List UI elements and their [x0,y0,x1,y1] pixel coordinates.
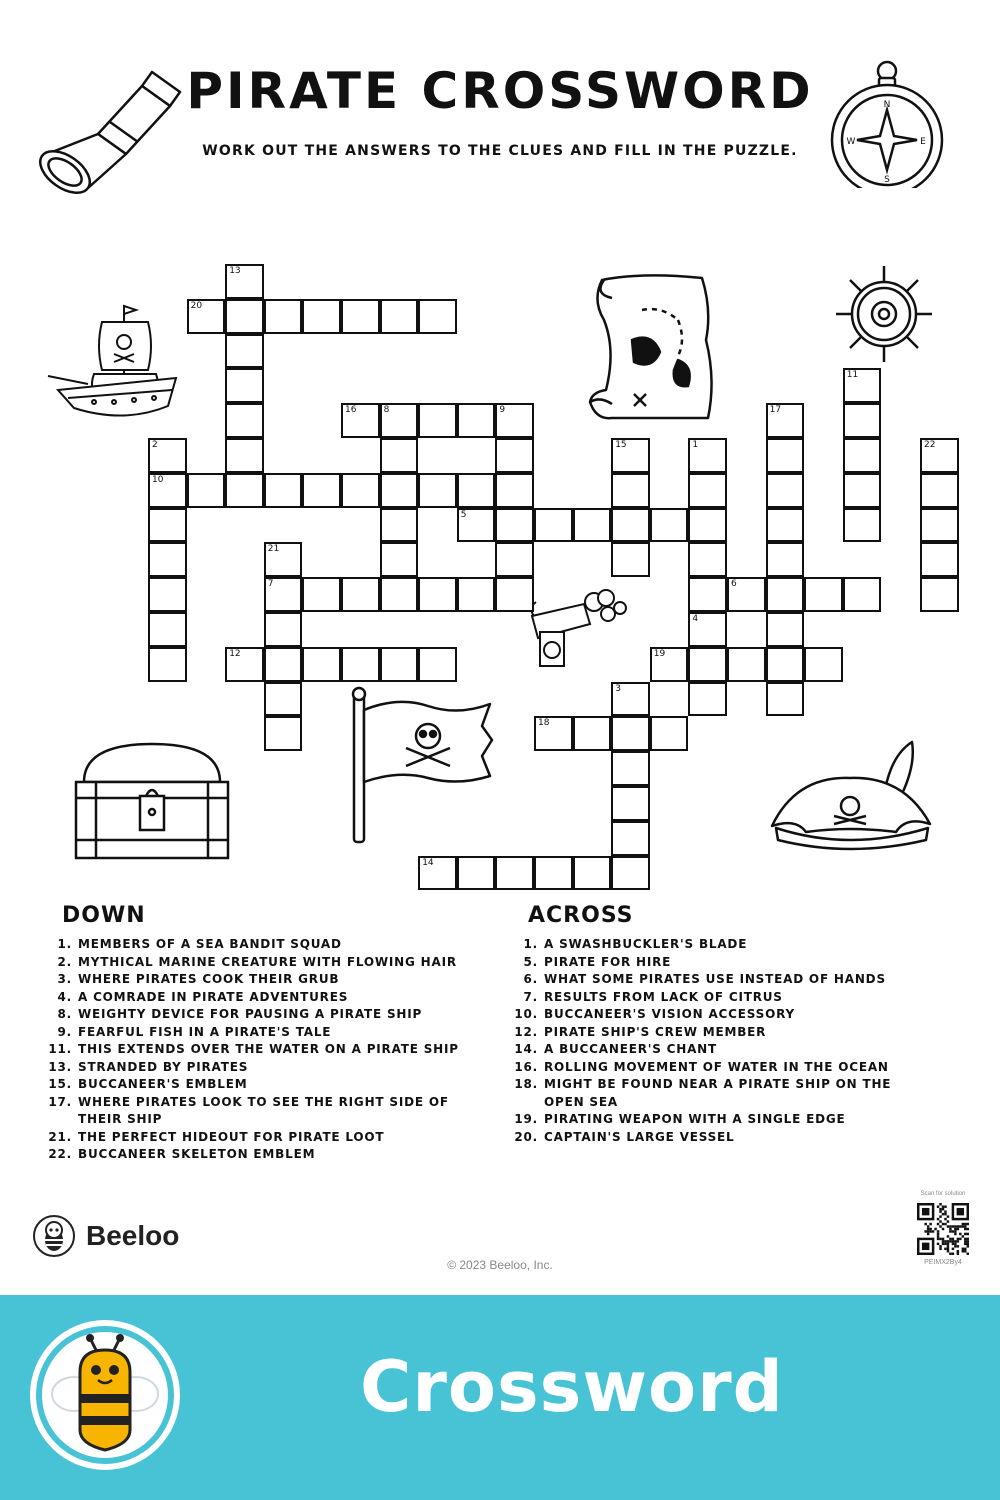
down-clue [44,954,464,972]
clue-text: PIRATE FOR HIRE [544,954,672,969]
grid-cell[interactable] [688,542,727,577]
clue-number: 10. [514,1007,538,1021]
grid-cell[interactable] [418,473,457,508]
pirate-flag-icon [348,686,498,846]
clue-text: ROLLING MOVEMENT OF WATER IN THE OCEAN [544,1059,889,1074]
clue-number: 21. [48,1129,72,1144]
clue-number: 7. [523,989,538,1004]
clue-number: 12. [514,1024,538,1039]
down-clue-list [44,936,464,1164]
clue-number: 9. [57,1024,72,1039]
grid-cell[interactable] [727,577,766,612]
grid-cell[interactable] [766,542,805,577]
grid-cell[interactable] [380,403,419,438]
across-clue [510,1111,930,1129]
pirate-ship-icon [44,298,184,433]
grid-cell[interactable] [264,577,303,612]
clue-text: WHAT SOME PIRATES USE INSTEAD OF HANDS [544,972,886,986]
grid-cell-number: 9 [499,405,506,416]
grid-cell[interactable] [418,299,457,334]
across-clue [510,1059,930,1077]
grid-cell-number: 17 [769,405,782,416]
grid-cell[interactable] [573,856,612,891]
grid-cell[interactable] [148,612,187,647]
grid-cell[interactable] [225,647,264,682]
down-clue [44,971,464,989]
grid-cell[interactable] [495,508,534,543]
brand-name: Beeloo [86,1220,180,1251]
grid-cell[interactable] [688,508,727,543]
clue-text: WHERE PIRATES COOK THEIR GRUB [78,972,340,986]
grid-cell[interactable] [766,438,805,473]
grid-cell-number: 4 [692,614,699,624]
clue-text: MYTHICAL MARINE CREATURE WITH FLOWING HAIR [78,954,457,969]
across-clue [510,971,930,989]
grid-cell[interactable] [495,438,534,473]
grid-cell-number: 21 [267,544,280,555]
grid-cell[interactable] [611,542,650,577]
grid-cell[interactable] [611,438,650,473]
grid-cell[interactable] [341,577,380,612]
clue-number: 15. [48,1077,72,1091]
grid-cell[interactable] [264,473,303,508]
grid-cell[interactable] [302,577,341,612]
svg-text:N: N [883,100,891,110]
clue-number: 1. [57,937,72,951]
grid-cell-number: 6 [731,579,737,590]
grid-cell[interactable] [264,612,303,647]
grid-cell[interactable] [225,403,264,438]
grid-cell-number: 7 [267,579,274,590]
across-clue [510,1024,930,1042]
grid-cell[interactable] [225,368,264,403]
clue-text: THE PERFECT HIDEOUT FOR PIRATE LOOT [78,1129,385,1144]
grid-cell[interactable] [611,682,650,717]
grid-cell[interactable] [920,438,959,473]
clue-text: RESULTS FROM LACK OF CITRUS [544,989,783,1004]
grid-cell[interactable] [187,473,226,508]
grid-cell[interactable] [302,299,341,334]
grid-cell[interactable] [380,647,419,682]
grid-cell[interactable] [843,438,882,473]
grid-cell[interactable] [225,438,264,473]
grid-cell[interactable] [341,299,380,334]
svg-text:W: W [846,137,856,147]
grid-cell[interactable] [225,473,264,508]
grid-cell-number: 1 [692,440,699,450]
grid-cell[interactable] [688,647,727,682]
grid-cell[interactable] [495,542,534,577]
grid-cell[interactable] [264,682,303,717]
grid-cell[interactable] [920,508,959,543]
grid-cell[interactable] [418,577,457,612]
clue-number: 8. [57,1007,72,1021]
clue-text: FEARFUL FISH IN A PIRATE'S TALE [78,1024,332,1039]
down-clue [44,1041,464,1059]
grid-cell[interactable] [302,647,341,682]
banner-title: Crossword [360,1346,784,1428]
ship-wheel-icon [834,264,934,364]
clue-text: MEMBERS OF A SEA BANDIT SQUAD [78,937,342,951]
grid-cell[interactable] [380,473,419,508]
grid-cell[interactable] [688,612,727,647]
grid-cell[interactable] [766,577,805,612]
grid-cell[interactable] [457,403,496,438]
clue-number: 20. [514,1129,538,1144]
grid-cell[interactable] [418,403,457,438]
clue-number: 14. [514,1042,538,1056]
clue-number: 2. [57,954,72,969]
grid-cell[interactable] [727,647,766,682]
clue-text: THIS EXTENDS OVER THE WATER ON A PIRATE SHIP [78,1042,459,1056]
grid-cell[interactable] [843,577,882,612]
clue-number: 3. [57,972,72,986]
clue-text: A SWASHBUCKLER'S BLADE [544,937,748,951]
grid-cell[interactable] [611,786,650,821]
grid-cell-number: 13 [229,266,241,276]
grid-cell-number: 22 [924,440,936,450]
compass-icon [828,58,946,188]
grid-cell[interactable] [225,299,264,334]
down-clue [44,1146,464,1164]
clue-text: A COMRADE IN PIRATE ADVENTURES [78,989,349,1004]
grid-cell[interactable] [920,542,959,577]
down-clue [44,1129,464,1147]
grid-cell[interactable] [611,508,650,543]
grid-cell[interactable] [457,577,496,612]
grid-cell[interactable] [264,647,303,682]
grid-cell-number: 11 [846,370,859,381]
clue-number: 5. [523,954,538,969]
across-clue-list [510,936,930,1146]
svg-text:E: E [920,137,926,147]
grid-cell[interactable] [148,473,187,508]
grid-cell-number: 14 [422,857,434,868]
grid-cell-number: 15 [615,440,627,450]
grid-cell[interactable] [920,577,959,612]
across-clue [510,954,930,972]
copyright: © 2023 Beeloo, Inc. [447,1258,553,1272]
grid-cell[interactable] [611,716,650,751]
clue-text: A BUCCANEER'S CHANT [544,1042,717,1056]
grid-cell-number: 8 [383,405,390,416]
clue-number: 1. [523,937,538,951]
qr-code-id: PEIMX2By4 [924,1259,962,1266]
clue-number: 13. [48,1059,72,1074]
grid-cell[interactable] [611,473,650,508]
grid-cell[interactable] [225,334,264,369]
grid-cell[interactable] [380,438,419,473]
grid-cell[interactable] [148,577,187,612]
pirate-hat-icon [766,736,936,856]
grid-cell[interactable] [495,577,534,612]
grid-cell[interactable] [843,368,882,403]
grid-cell-number: 12 [229,648,241,659]
grid-cell[interactable] [843,473,882,508]
clue-text: PIRATE SHIP'S CREW MEMBER [544,1024,767,1039]
grid-cell[interactable] [920,473,959,508]
grid-cell[interactable] [843,508,882,543]
page-title: PIRATE CROSSWORD [186,62,814,120]
grid-cell[interactable] [688,438,727,473]
grid-cell[interactable] [534,856,573,891]
grid-cell[interactable] [650,647,689,682]
clue-number: 16. [514,1059,538,1074]
clue-text: WEIGHTY DEVICE FOR PAUSING A PIRATE SHIP [78,1007,423,1021]
grid-cell[interactable] [766,647,805,682]
svg-text:S: S [884,175,890,185]
across-clue [510,1129,930,1147]
brand [32,1214,179,1258]
grid-cell[interactable] [650,716,689,751]
grid-cell[interactable] [341,403,380,438]
down-heading: DOWN [62,903,146,928]
grid-cell[interactable] [611,856,650,891]
clue-text: STRANDED BY PIRATES [78,1059,249,1074]
grid-cell[interactable] [418,647,457,682]
grid-cell[interactable] [264,542,303,577]
grid-cell[interactable] [264,716,303,751]
logo-badge [30,1320,180,1470]
grid-cell[interactable] [457,473,496,508]
down-clue [44,1006,464,1024]
grid-cell[interactable] [380,542,419,577]
across-clue [510,1006,930,1024]
grid-cell[interactable] [302,473,341,508]
treasure-map-icon [582,270,722,430]
clue-text: PIRATING WEAPON WITH A SINGLE EDGE [544,1112,846,1126]
grid-cell[interactable] [766,682,805,717]
grid-cell[interactable] [380,299,419,334]
grid-cell[interactable] [804,577,843,612]
grid-cell[interactable] [148,647,187,682]
grid-cell[interactable] [534,716,573,751]
across-clue [510,1041,930,1059]
grid-cell-number: 16 [345,405,357,416]
grid-cell-number: 19 [653,648,666,659]
grid-cell[interactable] [225,264,264,299]
clue-number: 11. [48,1042,72,1056]
grid-cell[interactable] [187,299,226,334]
instructions: WORK OUT THE ANSWERS TO THE CLUES AND FILL IN THE PUZZLE. [202,143,798,159]
grid-cell[interactable] [766,403,805,438]
clue-text: BUCCANEER'S VISION ACCESSORY [544,1007,795,1021]
clue-text: WHERE PIRATES LOOK TO SEE THE RIGHT SIDE OF THEIR SHIP [78,1094,449,1126]
grid-cell[interactable] [804,647,843,682]
grid-cell[interactable] [380,577,419,612]
grid-cell[interactable] [688,682,727,717]
grid-cell[interactable] [495,403,534,438]
grid-cell-number: 2 [152,440,158,450]
grid-cell[interactable] [148,508,187,543]
down-clue [44,1024,464,1042]
across-heading: ACROSS [528,903,634,928]
qr-code-icon[interactable] [917,1203,969,1255]
down-clue [44,1059,464,1077]
grid-cell-number: 10 [152,474,164,485]
cannon-icon [524,586,634,671]
clue-text: MIGHT BE FOUND NEAR A PIRATE SHIP ON THE OPEN SEA [544,1077,892,1109]
spyglass-icon [30,62,190,197]
grid-cell[interactable] [611,751,650,786]
grid-cell-number: 3 [615,683,621,694]
grid-cell[interactable] [766,612,805,647]
grid-cell[interactable] [766,508,805,543]
grid-cell[interactable] [688,473,727,508]
grid-cell[interactable] [573,716,612,751]
across-clue [510,936,930,954]
grid-cell-number: 18 [538,718,550,729]
bee-logo-icon [32,1214,76,1258]
grid-cell-number: 5 [460,509,467,520]
clue-number: 4. [57,989,72,1004]
down-clue [44,1094,464,1129]
grid-cell[interactable] [495,856,534,891]
grid-cell[interactable] [380,508,419,543]
grid-cell-number: 20 [190,300,203,311]
grid-cell[interactable] [650,508,689,543]
down-clue [44,936,464,954]
clue-number: 19. [514,1112,538,1126]
treasure-chest-icon [72,740,232,862]
grid-cell[interactable] [148,542,187,577]
grid-cell[interactable] [688,577,727,612]
clue-number: 6. [523,972,538,986]
grid-cell[interactable] [457,508,496,543]
grid-cell[interactable] [573,508,612,543]
grid-cell[interactable] [148,438,187,473]
clue-number: 18. [514,1077,538,1091]
across-clue [510,989,930,1007]
grid-cell[interactable] [766,473,805,508]
grid-cell[interactable] [534,508,573,543]
grid-cell[interactable] [843,403,882,438]
down-clue [44,989,464,1007]
qr-label: Scan for solution [920,1191,966,1197]
clue-text: BUCCANEER'S EMBLEM [78,1077,248,1091]
grid-cell[interactable] [341,473,380,508]
grid-cell[interactable] [457,856,496,891]
grid-cell[interactable] [264,299,303,334]
clue-number: 17. [48,1094,72,1109]
across-clue [510,1076,930,1111]
bee-mascot-icon [30,1320,180,1470]
grid-cell[interactable] [611,821,650,856]
grid-cell[interactable] [418,856,457,891]
grid-cell[interactable] [495,473,534,508]
grid-cell[interactable] [341,647,380,682]
clue-number: 22. [48,1147,72,1161]
down-clue [44,1076,464,1094]
clue-text: BUCCANEER SKELETON EMBLEM [78,1147,316,1161]
clue-text: CAPTAIN'S LARGE VESSEL [544,1129,735,1144]
